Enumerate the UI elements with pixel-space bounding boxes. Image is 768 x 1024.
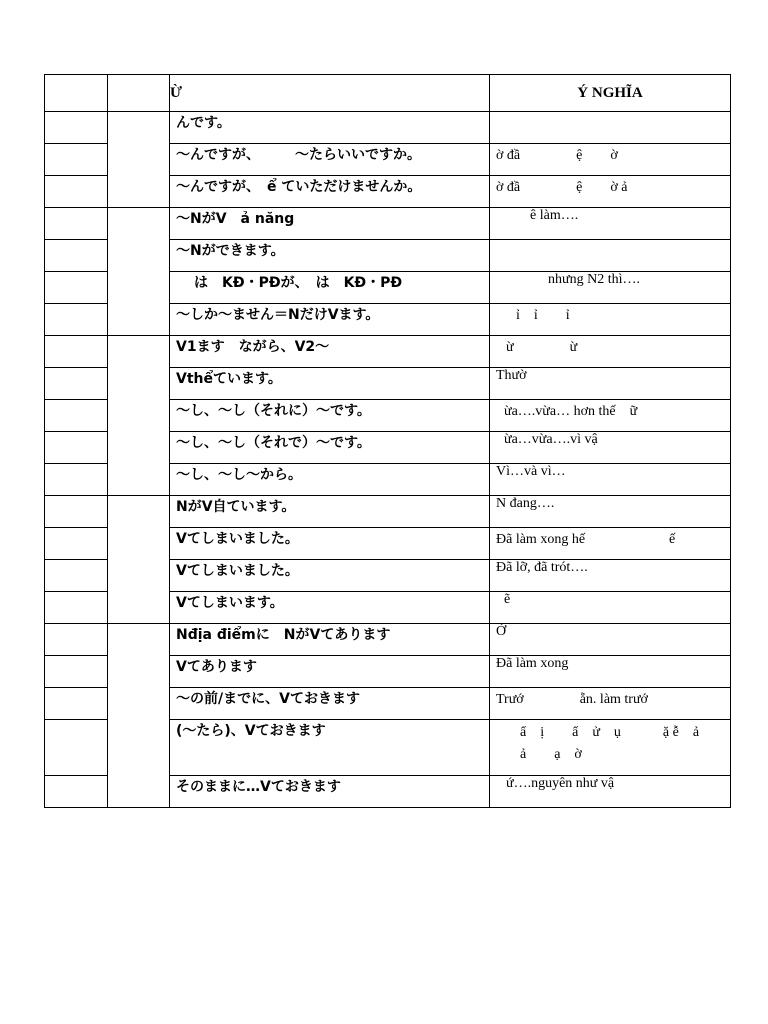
pattern-cell: そのままに…Vておきます: [170, 776, 490, 808]
number-cell: [45, 432, 108, 464]
meaning-cell: ê làm….: [490, 208, 731, 240]
pattern-cell: ～NがV ả năng: [170, 208, 490, 240]
pattern-cell: Vてしまいました。: [170, 560, 490, 592]
pattern-cell: V1ます ながら、V2～: [170, 336, 490, 368]
meaning-cell: ờ đầ ệ ờ ả: [490, 176, 731, 208]
meaning-cell: Vì…và vì…: [490, 464, 731, 496]
number-cell: [45, 368, 108, 400]
pattern-cell: ～んですが、 ～たらいいですか。: [170, 144, 490, 176]
pattern-cell: ～んですが、 ể ていただけませんか。: [170, 176, 490, 208]
meaning-cell: Đã lỡ, đã trót….: [490, 560, 731, 592]
meaning-cell: N đang….: [490, 496, 731, 528]
pattern-cell: ～し、～し～から。: [170, 464, 490, 496]
pattern-cell: Nđịa điểmに NがVてあります: [170, 624, 490, 656]
number-cell: [45, 592, 108, 624]
meaning-cell: ẽ: [490, 592, 731, 624]
grammar-table: [44, 74, 731, 808]
pattern-cell: Vthểています。: [170, 368, 490, 400]
grammar-table-sheet: [44, 74, 730, 808]
number-cell: [45, 688, 108, 720]
number-cell: [45, 776, 108, 808]
table-header-row: [45, 75, 731, 112]
pattern-cell: ～Nができます。: [170, 240, 490, 272]
meaning-cell: Đã làm xong: [490, 656, 731, 688]
number-cell: [45, 112, 108, 144]
number-cell: [45, 240, 108, 272]
meaning-cell: ờ đầ ệ ờ: [490, 144, 731, 176]
number-cell: [45, 272, 108, 304]
meaning-cell: nhưng N2 thì….: [490, 272, 731, 304]
pattern-cell: Vてあります: [170, 656, 490, 688]
table-row: [45, 624, 731, 656]
number-cell: [45, 208, 108, 240]
pattern-cell: ～し、～し（それに）～です。: [170, 400, 490, 432]
header-meaning: Ý NGHĨA: [490, 75, 731, 112]
number-cell: [45, 496, 108, 528]
group-cell: [108, 496, 170, 624]
number-cell: [45, 304, 108, 336]
meaning-cell: ừa….vừa… hơn thế ữ: [490, 400, 731, 432]
number-cell: [45, 560, 108, 592]
number-cell: [45, 176, 108, 208]
pattern-cell: んです。: [170, 112, 490, 144]
meaning-cell: ứ….nguyên như vậ: [490, 776, 731, 808]
meaning-cell: ừa…vừa….vì vậ: [490, 432, 731, 464]
table-row: [45, 112, 731, 144]
number-cell: [45, 144, 108, 176]
group-cell: [108, 208, 170, 336]
number-cell: [45, 400, 108, 432]
table-row: [45, 208, 731, 240]
meaning-cell: Thườ: [490, 368, 731, 400]
table-row: [45, 336, 731, 368]
meaning-cell: ỉ ỉ ỉ: [490, 304, 731, 336]
number-cell: [45, 464, 108, 496]
pattern-cell: Vてしまいました。: [170, 528, 490, 560]
pattern-cell: は KĐ・PĐが、 は KĐ・PĐ: [170, 272, 490, 304]
meaning-cell: Đã làm xong hế ế: [490, 528, 731, 560]
header-cell-1: [45, 75, 108, 112]
meaning-cell: ẩ ị ẩ ử ụ ặ ễ ả ả ạ ờ: [490, 720, 731, 776]
meaning-cell: [490, 112, 731, 144]
pattern-cell: NがV自ています。: [170, 496, 490, 528]
pattern-cell: ～しか～ません＝NだけVます。: [170, 304, 490, 336]
pattern-cell: Vてしまいます。: [170, 592, 490, 624]
number-cell: [45, 624, 108, 656]
group-cell: [108, 624, 170, 808]
group-cell: [108, 336, 170, 496]
number-cell: [45, 720, 108, 776]
number-cell: [45, 528, 108, 560]
meaning-cell: ừ ừ: [490, 336, 731, 368]
table-row: [45, 496, 731, 528]
number-cell: [45, 336, 108, 368]
header-pattern: Ừ: [170, 75, 490, 112]
pattern-cell: ～し、～し（それで）～です。: [170, 432, 490, 464]
pattern-cell: (～たら)、Vておきます: [170, 720, 490, 776]
pattern-cell: ～の前/までに、Vておきます: [170, 688, 490, 720]
number-cell: [45, 656, 108, 688]
meaning-cell: [490, 240, 731, 272]
meaning-cell: Trướ ẵn. làm trướ: [490, 688, 731, 720]
group-cell: [108, 112, 170, 208]
header-cell-2: [108, 75, 170, 112]
meaning-cell: Ở: [490, 624, 731, 656]
